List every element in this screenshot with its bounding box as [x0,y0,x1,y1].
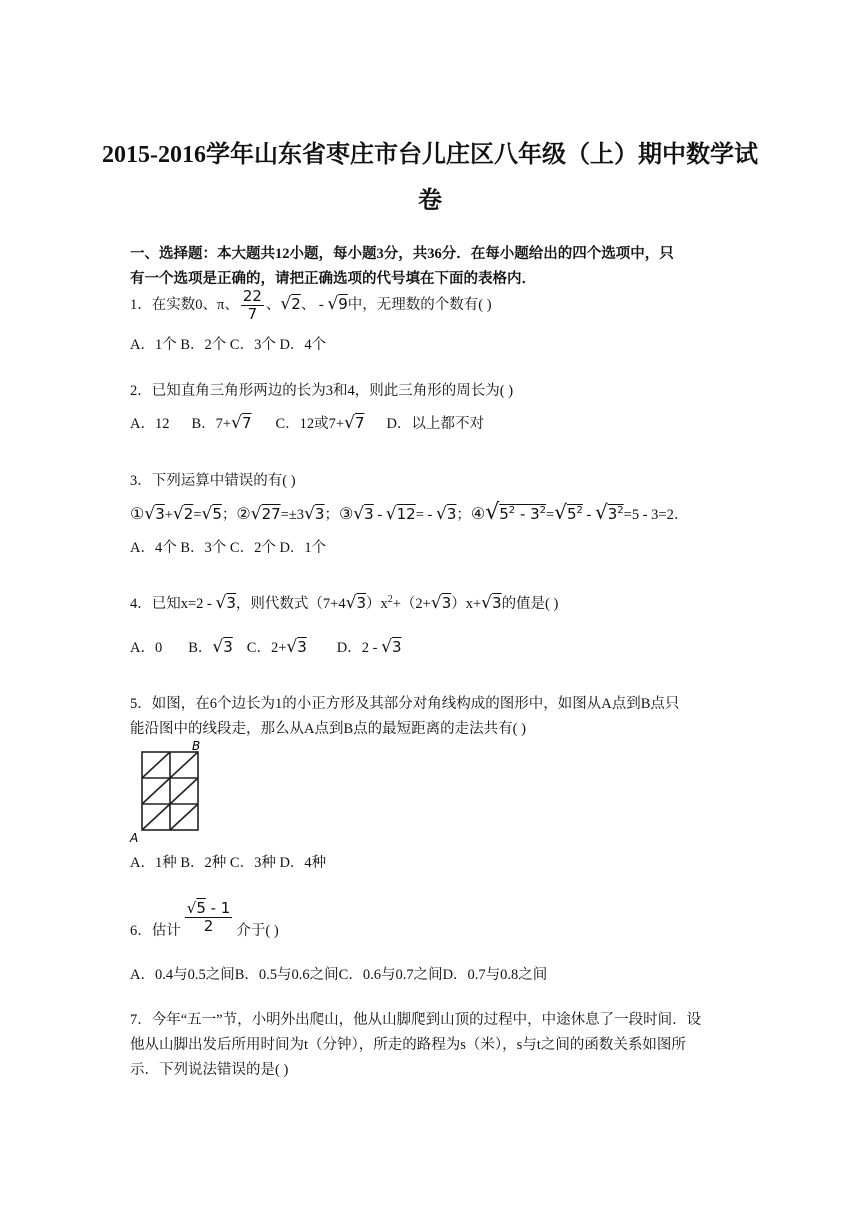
diagonal-line [142,778,170,804]
point-label-a: A [130,831,139,845]
question-5-options: A．1种 B．2种 C．3种 D．4种 [130,855,327,871]
diagonal-line [170,752,198,778]
question-5-line2: 能沿图中的线段走，那么从A点到B点的最短距离的走法共有( ) [130,721,526,737]
question-2-stem: 2．已知直角三角形两边的长为3和4，则此三角形的周长为( ) [130,383,514,399]
question-3-expressions: ①√3+√2=√5；②√27=±3√3；③√3 - √12= - √3；$④√5^2 - 3^2=√5^2 - √3^2=5 - 3=2$． [130,500,689,525]
fraction-22-7: $\frac{22}{7}$ [242,287,262,323]
diagonal-line [142,752,170,778]
doc-title-line2: 卷 [418,188,442,214]
fraction-sqrt5-minus-1-over-2: $\frac{√5 - 1}{2}$ [186,899,231,935]
question-1-options: A．1个 B．2个 C．3个 D．4个 [130,337,327,353]
question-6-options: A．0.4与0.5之间B．0.5与0.6之间C．0.6与0.7之间D．0.7与0.8之间 [130,967,548,983]
question-4-stem: 4．已知x=2 - √3，则代数式$(7+4√3)x^2+(2+√3)x+√3$的值是( ) [130,593,559,613]
diagonal-line [170,778,198,804]
question-3-options: A．4个 B．3个 C．2个 D．1个 [130,540,327,556]
section-heading-line2: 有一个选项是正确的，请把正确选项的代号填在下面的表格内． [130,271,536,287]
diagonal-line [142,804,170,830]
sqrt-sign: √ [327,293,339,314]
question-7-line2: 他从山脚出发后所用时间为t（分钟），所走的路程为s（米），s与t之间的函数关系如图所 [130,1037,686,1053]
sqrt-sign: √ [280,293,292,314]
section-heading-line1: 一、选择题：本大题共12小题，每小题3分，共36分．在每小题给出的四个选项中，只 [130,246,674,262]
question-2-options: A．12 B．7+√7 C．12或7+√7 D．以上都不对 [130,413,484,433]
question-4-options: A．0 B．√3 C．2+√3 D．2 - √3 [130,637,402,657]
doc-title-line1: 2015-2016学年山东省枣庄市台儿庄区八年级（上）期中数学试 [102,142,758,168]
question-1: 1．在实数0、π、 $\frac{22}{7}$ 、√2、 - √9中，无理数的个数有( ) [130,287,492,323]
diagonal-line [170,804,198,830]
question-5-line1: 5．如图，在6个边长为1的小正方形及其部分对角线构成的图形中，如图从A点到B点只 [130,696,680,712]
grid-figure [128,738,218,846]
question-6: 6．估计 $\frac{√5 - 1}{2}$ 介于( ) [130,899,279,939]
point-label-b: B [192,739,201,753]
question-7-line3: 示．下列说法错误的是( ) [130,1062,289,1078]
question-3-stem: 3．下列运算中错误的有( ) [130,473,296,489]
question-7-line1: 7．今年“五一”节，小明外出爬山，他从山脚爬到山顶的过程中，中途休息了一段时间．设 [130,1012,702,1028]
